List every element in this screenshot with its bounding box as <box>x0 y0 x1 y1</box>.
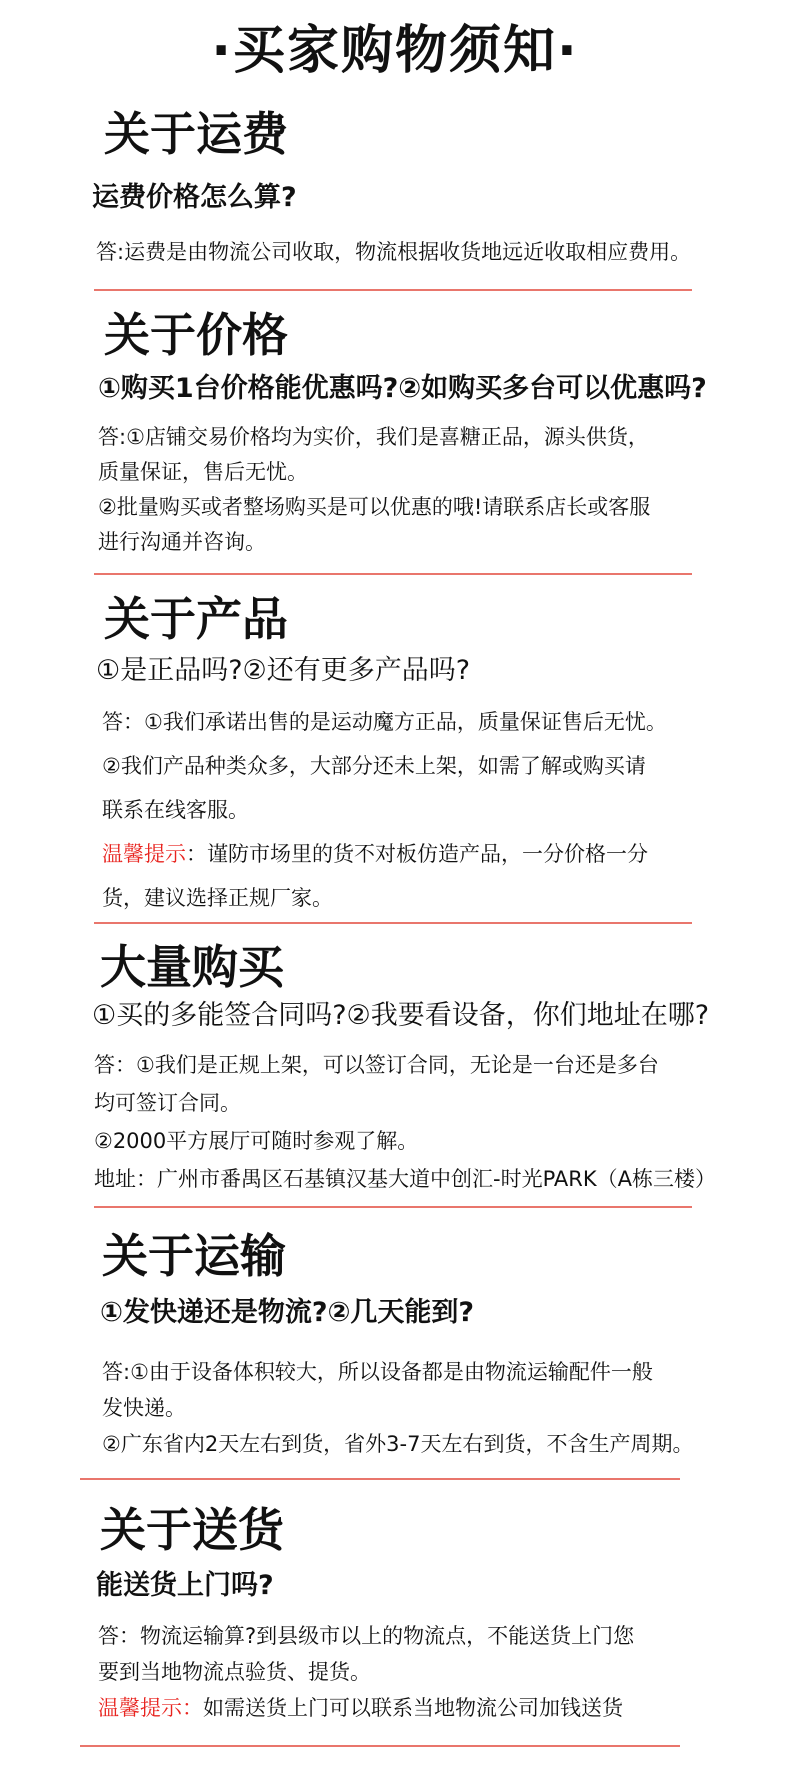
warm-tip-text: 货，建议选择正规厂家。 <box>102 886 333 910</box>
answer-line: 均可签订合同。 <box>94 1091 241 1115</box>
section-heading-delivery: 关于送货 <box>100 1503 284 1557</box>
page-title: ·买家购物须知· <box>211 21 579 81</box>
question-transport: ①发快递还是物流?②几天能到? <box>100 1297 475 1328</box>
address-line: 地址：广州市番禺区石基镇汉基大道中创汇-时光PARK（A栋三楼） <box>94 1167 716 1191</box>
section-heading-price: 关于价格 <box>104 308 288 362</box>
section-heading-bulk-purchase: 大量购买 <box>100 940 284 994</box>
warm-tip-line <box>102 832 667 876</box>
question-bulk-purchase: ①买的多能签合同吗?②我要看设备，你们地址在哪? <box>92 1000 710 1031</box>
section-divider <box>80 1745 680 1747</box>
warm-tip-text: 如需送货上门可以联系当地物流公司加钱送货 <box>203 1696 623 1720</box>
section-heading-transport: 关于运输 <box>102 1229 286 1283</box>
answer-line: ②我们产品种类众多，大部分还未上架，如需了解或购买请 <box>102 754 646 778</box>
answer-delivery <box>98 1618 634 1726</box>
section-divider <box>94 1206 692 1208</box>
section-heading-product: 关于产品 <box>104 592 288 646</box>
answer-price <box>98 420 650 560</box>
section-heading-shipping-fee: 关于运费 <box>104 107 288 161</box>
answer-bulk-purchase <box>94 1046 716 1198</box>
section-divider <box>94 289 692 291</box>
answer-line: 答:①由于设备体积较大，所以设备都是由物流运输配件一般 <box>102 1360 653 1384</box>
answer-line: 答：①我们承诺出售的是运动魔方正品，质量保证售后无忧。 <box>102 710 667 734</box>
answer-shipping-fee <box>96 236 691 268</box>
warm-tip-label: 温馨提示 <box>102 842 186 866</box>
answer-line: 答：①我们是正规上架，可以签订合同，无论是一台还是多台 <box>94 1053 659 1077</box>
question-price: ①购买1台价格能优惠吗?②如购买多台可以优惠吗? <box>98 373 707 404</box>
question-delivery: 能送货上门吗? <box>96 1570 274 1601</box>
answer-line: ②2000平方展厅可随时参观了解。 <box>94 1129 419 1153</box>
question-product: ①是正品吗?②还有更多产品吗? <box>96 655 471 686</box>
warm-tip-line <box>98 1690 634 1726</box>
section-divider <box>94 922 692 924</box>
warm-tip-label: 温馨提示： <box>98 1696 203 1720</box>
answer-transport <box>102 1354 693 1462</box>
answer-line: ②广东省内2天左右到货，省外3-7天左右到货，不含生产周期。 <box>102 1432 694 1456</box>
answer-line: ②批量购买或者整场购买是可以优惠的哦!请联系店长或客服 <box>98 495 651 519</box>
answer-line: 联系在线客服。 <box>102 798 249 822</box>
answer-line: 发快递。 <box>102 1396 186 1420</box>
answer-line: 进行沟通并咨询。 <box>98 530 266 554</box>
answer-line: 答:运费是由物流公司收取，物流根据收货地远近收取相应费用。 <box>96 240 692 264</box>
section-divider <box>80 1478 680 1480</box>
warm-tip-text: ：谨防市场里的货不对板仿造产品，一分价格一分 <box>186 842 648 866</box>
answer-product <box>102 700 667 920</box>
answer-line: 答：物流运输算?到县级市以上的物流点，不能送货上门您 <box>98 1624 635 1648</box>
answer-line: 答:①店铺交易价格均为实价，我们是喜糖正品，源头供货， <box>98 425 649 449</box>
section-divider <box>94 573 692 575</box>
answer-line: 要到当地物流点验货、提货。 <box>98 1660 371 1684</box>
answer-line: 质量保证，售后无忧。 <box>98 460 308 484</box>
question-shipping-fee: 运费价格怎么算? <box>92 182 297 213</box>
